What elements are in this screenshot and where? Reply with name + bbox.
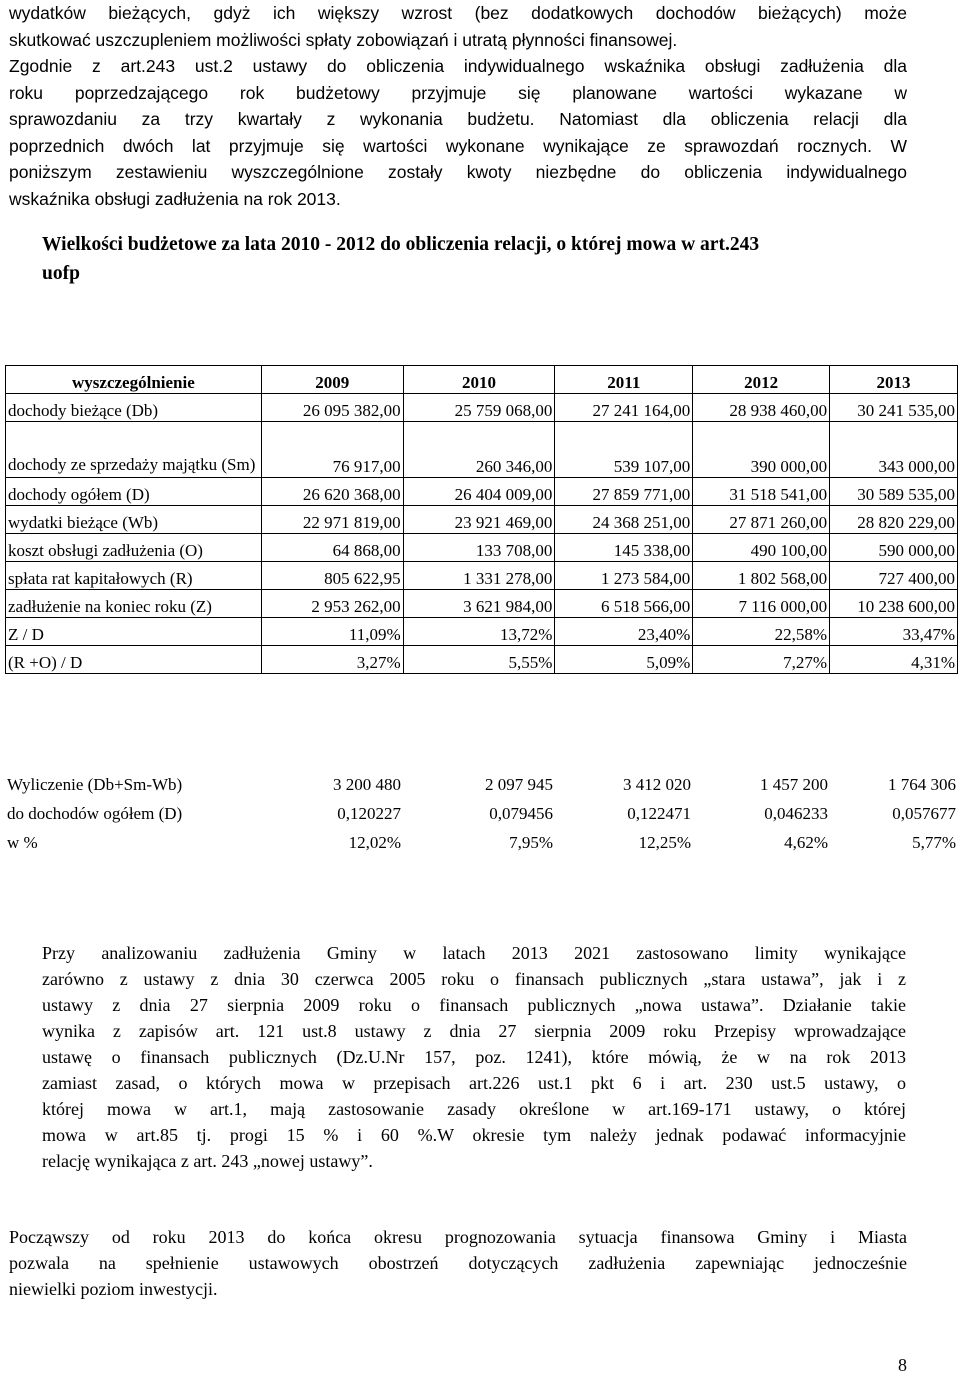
table-cell: 1 273 584,00 bbox=[555, 562, 693, 590]
table-cell: 22,58% bbox=[693, 618, 830, 646]
table-cell: 2 097 945 bbox=[485, 774, 553, 794]
row-label: Wyliczenie (Db+Sm-Wb) bbox=[7, 774, 183, 794]
table-cell: 4,31% bbox=[830, 646, 958, 674]
row-label: w % bbox=[7, 832, 38, 852]
table-cell: 2 953 262,00 bbox=[261, 590, 403, 618]
text-line: skutkować uszczupleniem możliwości spłaty zobowiązań i utratą płynności finansowej. bbox=[9, 29, 678, 50]
table-cell: 76 917,00 bbox=[261, 422, 403, 478]
table-cell: 23,40% bbox=[555, 618, 693, 646]
table-cell: 1 802 568,00 bbox=[693, 562, 830, 590]
table-cell: 12,25% bbox=[638, 832, 691, 852]
table-cell: 13,72% bbox=[403, 618, 555, 646]
text-line: poprzednich dwóch lat przyjmuje się wartości wykonane wynikające ze sprawozdań rocznych. W bbox=[9, 135, 907, 156]
table-cell: 727 400,00 bbox=[830, 562, 958, 590]
text-line: Zgodnie z art.243 ust.2 ustawy do obliczenia indywidualnego wskaźnika obsługi zadłużenia dla bbox=[9, 56, 907, 76]
table-cell: 26 620 368,00 bbox=[261, 478, 403, 506]
column-header: 2010 bbox=[403, 366, 555, 394]
intro-paragraph bbox=[9, 0, 907, 212]
table-cell: 64 868,00 bbox=[261, 534, 403, 562]
text-line: wynika z zapisów art. 121 ust.8 ustawy z dnia 27 sierpnia 2009 roku Przepisy wprowadzające bbox=[42, 1021, 906, 1041]
table-cell: 3 412 020 bbox=[623, 774, 691, 794]
calc-row bbox=[5, 799, 958, 828]
table-cell: 590 000,00 bbox=[830, 534, 958, 562]
row-label: koszt obsługi zadłużenia (O) bbox=[6, 534, 262, 562]
table-cell: 7,95% bbox=[509, 832, 553, 852]
table-row bbox=[6, 618, 958, 646]
heading-line: Wielkości budżetowe za lata 2010 - 2012 do obliczenia relacji, o której mowa w art.243 bbox=[42, 234, 760, 255]
text-line: ustawę o finansach publicznych (Dz.U.Nr 157, poz. 1241), które mówią, że w na rok 2013 bbox=[42, 1047, 906, 1067]
table-cell: 539 107,00 bbox=[555, 422, 693, 478]
table-cell: 26 404 009,00 bbox=[403, 478, 555, 506]
conclusion-paragraph bbox=[9, 1224, 907, 1302]
table-cell: 490 100,00 bbox=[693, 534, 830, 562]
table-cell: 10 238 600,00 bbox=[830, 590, 958, 618]
row-label: dochody ogółem (D) bbox=[6, 478, 262, 506]
table-cell: 5,77% bbox=[912, 832, 956, 852]
section-heading bbox=[42, 230, 912, 288]
text-line: poniższym zestawieniu wyszczególnione zostały kwoty niezbędne do obliczenia indywidualnego bbox=[9, 162, 907, 182]
table-cell: 133 708,00 bbox=[403, 534, 555, 562]
table-cell: 145 338,00 bbox=[555, 534, 693, 562]
table-row bbox=[6, 394, 958, 422]
text-line: mowa w art.85 tj. progi 15 % i 60 %.W okresie tym należy jednak podawać informacyjnie bbox=[42, 1125, 906, 1145]
table-cell: 22 971 819,00 bbox=[261, 506, 403, 534]
table-cell: 26 095 382,00 bbox=[261, 394, 403, 422]
page-number: 8 bbox=[898, 1355, 907, 1375]
table-cell: 27 241 164,00 bbox=[555, 394, 693, 422]
column-header: 2012 bbox=[693, 366, 830, 394]
column-header: wyszczególnienie bbox=[6, 366, 262, 394]
budget-table bbox=[5, 365, 958, 674]
table-cell: 0,079456 bbox=[489, 803, 553, 823]
heading-line: uofp bbox=[42, 263, 80, 284]
table-cell: 28 938 460,00 bbox=[693, 394, 830, 422]
text-line: wskaźnika obsługi zadłużenia na rok 2013. bbox=[9, 188, 341, 209]
table-cell: 5,55% bbox=[403, 646, 555, 674]
table-cell: 1 331 278,00 bbox=[403, 562, 555, 590]
table-cell: 0,046233 bbox=[764, 803, 828, 823]
table-cell: 5,09% bbox=[555, 646, 693, 674]
text-line: zarówno z ustawy z dnia 30 czerwca 2005 roku o finansach publicznych „stara ustawa”, jak i z bbox=[42, 969, 906, 989]
table-header-row bbox=[6, 366, 958, 394]
table-cell: 1 457 200 bbox=[760, 774, 828, 794]
column-header: 2011 bbox=[555, 366, 693, 394]
text-line: relację wynikająca z art. 243 „nowej ustawy”. bbox=[42, 1151, 373, 1171]
table-cell: 33,47% bbox=[830, 618, 958, 646]
table-row bbox=[6, 534, 958, 562]
table-cell: 0,122471 bbox=[627, 803, 691, 823]
row-label: do dochodów ogółem (D) bbox=[7, 803, 183, 823]
table-cell: 805 622,95 bbox=[261, 562, 403, 590]
table-cell: 23 921 469,00 bbox=[403, 506, 555, 534]
column-header: 2009 bbox=[261, 366, 403, 394]
calc-row bbox=[5, 770, 958, 799]
row-label: dochody bieżące (Db) bbox=[6, 394, 262, 422]
row-label: spłata rat kapitałowych (R) bbox=[6, 562, 262, 590]
table-cell: 0,120227 bbox=[337, 803, 401, 823]
table-cell: 11,09% bbox=[261, 618, 403, 646]
table-cell: 30 589 535,00 bbox=[830, 478, 958, 506]
row-label: wydatki bieżące (Wb) bbox=[6, 506, 262, 534]
column-header: 2013 bbox=[830, 366, 958, 394]
table-row bbox=[6, 646, 958, 674]
row-label: Z / D bbox=[6, 618, 262, 646]
text-line: pozwala na spełnienie ustawowych obostrzeń dotyczących zadłużenia zapewniając jednocześnie bbox=[9, 1253, 907, 1273]
table-cell: 31 518 541,00 bbox=[693, 478, 830, 506]
table-cell: 3 621 984,00 bbox=[403, 590, 555, 618]
text-line: roku poprzedzającego rok budżetowy przyjmuje się planowane wartości wykazane w bbox=[9, 82, 907, 103]
table-cell: 7,27% bbox=[693, 646, 830, 674]
text-line: niewielki poziom inwestycji. bbox=[9, 1279, 218, 1299]
text-line: której mowa w art.1, mają zastosowanie zasady określone w art.169-171 ustawy, o której bbox=[42, 1099, 906, 1119]
table-row bbox=[6, 422, 958, 478]
table-cell: 1 764 306 bbox=[888, 774, 956, 794]
text-line: wydatków bieżących, gdyż ich większy wzrost (bez dodatkowych dochodów bieżących) może bbox=[9, 3, 907, 23]
table-row bbox=[6, 562, 958, 590]
row-label: zadłużenie na koniec roku (Z) bbox=[6, 590, 262, 618]
table-cell: 27 859 771,00 bbox=[555, 478, 693, 506]
table-row bbox=[6, 506, 958, 534]
table-cell: 0,057677 bbox=[892, 803, 956, 823]
table-cell: 28 820 229,00 bbox=[830, 506, 958, 534]
text-line: sprawozdaniu za trzy kwartały z wykonania budżetu. Natomiast dla obliczenia relacji dla bbox=[9, 109, 907, 129]
analysis-paragraph bbox=[42, 940, 906, 1174]
table-cell: 27 871 260,00 bbox=[693, 506, 830, 534]
text-line: ustawy z dnia 27 sierpnia 2009 roku o finansach publicznych „nowa ustawa”. Działanie takie bbox=[42, 995, 906, 1015]
table-cell: 3,27% bbox=[261, 646, 403, 674]
table-cell: 12,02% bbox=[348, 832, 401, 852]
calc-row bbox=[5, 828, 958, 857]
table-cell: 3 200 480 bbox=[333, 774, 401, 794]
table-cell: 24 368 251,00 bbox=[555, 506, 693, 534]
table-cell: 6 518 566,00 bbox=[555, 590, 693, 618]
table-cell: 7 116 000,00 bbox=[693, 590, 830, 618]
text-line: Począwszy od roku 2013 do końca okresu prognozowania sytuacja finansowa Gminy i Miasta bbox=[9, 1227, 907, 1247]
text-line: Przy analizowaniu zadłużenia Gminy w latach 2013 2021 zastosowano limity wynikające bbox=[42, 943, 906, 963]
table-cell: 30 241 535,00 bbox=[830, 394, 958, 422]
table-cell: 343 000,00 bbox=[830, 422, 958, 478]
text-line: zamiast zasad, o których mowa w przepisach art.226 ust.1 pkt 6 i art. 230 ust.5 ustawy, o bbox=[42, 1073, 906, 1093]
table-cell: 390 000,00 bbox=[693, 422, 830, 478]
row-label: (R +O) / D bbox=[6, 646, 262, 674]
table-row bbox=[6, 478, 958, 506]
table-cell: 260 346,00 bbox=[403, 422, 555, 478]
table-cell: 4,62% bbox=[784, 832, 828, 852]
row-label: dochody ze sprzedaży majątku (Sm) bbox=[6, 422, 262, 478]
table-row bbox=[6, 590, 958, 618]
table-cell: 25 759 068,00 bbox=[403, 394, 555, 422]
calculation-table bbox=[5, 770, 958, 857]
